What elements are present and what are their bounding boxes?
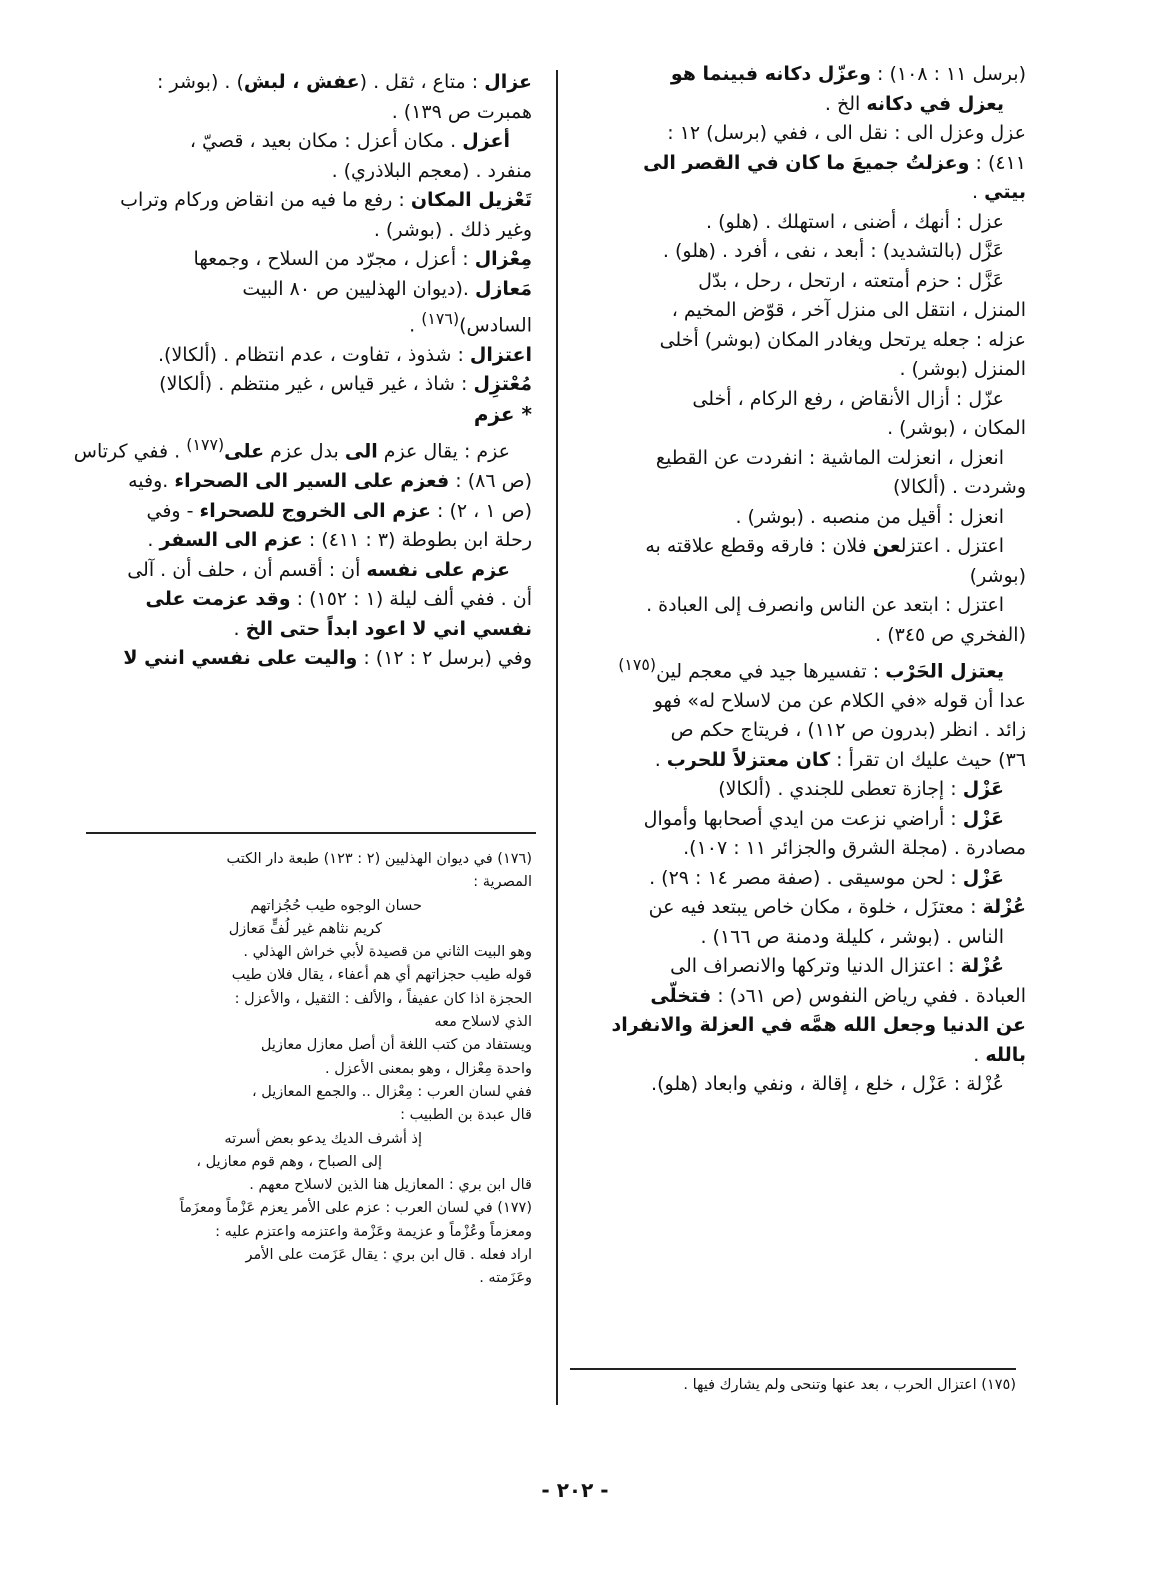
footnote-line: الذي لاسلاح معه [434, 1014, 532, 1031]
text-line: همبرت ص ١٣٩) . [391, 100, 532, 123]
footnote-line: وهو البيت الثاني من قصيدة لأبي خراش الهذلي . [243, 944, 532, 961]
footnote-line: ففي لسان العرب : مِعْزال .. والجمع المعازيل ، [251, 1083, 532, 1100]
text-line: عُزْلة : اعتزال الدنيا وتركها والانصراف الى [670, 955, 1004, 978]
text-line: أعزل . مكان أعزل : مكان بعيد ، قصيّ ، [189, 130, 510, 152]
text-line: (الفخري ص ٣٤٥) . [875, 623, 1026, 646]
text-line: ٤١١) : وعزلتُ جميعَ ما كان في القصر الى [643, 151, 1026, 174]
footnote-line: حسان الوجوه طيب حُجُزاتهم [250, 897, 422, 914]
text-line: مُعْتزِل : شاذ ، غير قياس ، غير منتظم . (ألكالا) [159, 373, 532, 396]
text-line: عُزْلة : معتزَل ، خلوة ، مكان خاص يبتعد فيه عن [648, 896, 1026, 919]
footnote-rule-right [570, 1368, 1016, 1370]
footnote-line: إذ أشرف الديك يدعو بعض أسرته [224, 1130, 422, 1147]
footnote-line: (١٧٥) اعتزال الحرب ، بعد عنها وتنحى ولم يشارك فيها . [683, 1377, 1016, 1393]
text-line: عَزْل : لحن موسيقى . (صفة مصر ١٤ : ٢٩) . [649, 866, 1004, 889]
footnote-line: (١٧٦) في ديوان الهذليين (٢ : ١٢٣) طبعة دار الكتب [226, 851, 532, 867]
footnote-line: المصرية : [473, 874, 532, 891]
footnote-line: كريم نثاهم غير لُفٍّ مَعازل [228, 920, 382, 937]
text-line: ٣٦) حيث عليك ان تقرأ : كان معتزلاً للحرب . [654, 748, 1026, 771]
text-line: عزل : أنهك ، أضنى ، استهلك . (هلو) . [706, 210, 1004, 233]
footnotes-right [580, 1374, 1016, 1397]
footnotes-left [92, 848, 532, 1291]
text-line: المنزل (بوشر) . [899, 358, 1026, 380]
text-line: تَعْزيل المكان : رفع ما فيه من انقاض وركام وتراب [120, 189, 532, 211]
text-line: عزال : متاع ، ثقل . (عفش ، لبش) . (بوشر : [157, 71, 532, 93]
text-line: مِعْزال : أعزل ، مجرّد من السلاح ، وجمعها [193, 248, 532, 270]
text-line: اعتزل : ابتعد عن الناس وانصرف إلى العبادة . [646, 594, 1004, 616]
text-line: رحلة ابن بطوطة (٣ : ٤١١) : عزم الى السفر . [147, 529, 532, 552]
text-line: * عزم [473, 401, 532, 426]
text-line: مصادرة . (مجلة الشرق والجزائر ١١ : ١٠٧). [683, 837, 1026, 860]
text-line: وشردت . (ألكالا) [892, 476, 1026, 498]
text-line: (بوشر) [969, 564, 1026, 587]
text-line: اعتزل . اعتزلعن فلان : فارقه وقطع علاقته به [645, 535, 1004, 557]
text-line: يعزل في دكانه الخ . [824, 92, 1004, 115]
text-line: مَعازل .(ديوان الهذليين ص ٨٠ البيت [242, 277, 532, 300]
text-line: عزم على نفسه أن : أقسم أن ، حلف أن . آلى [127, 558, 510, 581]
text-line: أن . ففي ألف ليلة (١ : ١٥٢) : وقد عزمت على [145, 588, 532, 611]
text-line: عَزْل : أراضي نزعت من ايدي أصحابها وأموال [643, 807, 1004, 830]
text-line: عدا أن قوله «في الكلام عن من لاسلاح له» فهو [653, 689, 1026, 712]
text-line: وغير ذلك . (بوشر) . [373, 218, 532, 241]
footnote-line: واحدة مِعْزال ، وهو بمعنى الأعزل . [325, 1060, 532, 1077]
text-line: عزله : جعله يرتحل ويغادر المكان (بوشر) أخلى [659, 328, 1026, 351]
text-line: السادس)$^{(١٧٦)}$ . [409, 309, 532, 337]
footnote-line: إلى الصباح ، وهم قوم معازيل ، [196, 1153, 382, 1170]
footnote-line: الحجزة اذا كان عفيفاً ، والألف : الثقيل ، والأعزل : [234, 990, 532, 1007]
footnote-line: قال ابن بري : المعازيل هنا الذين لاسلاح معهم . [249, 1177, 532, 1194]
text-line: انعزل ، انعزلت الماشية : انفردت عن القطيع [655, 446, 1004, 469]
text-line: انعزل : أقيل من منصبه . (بوشر) . [735, 505, 1004, 528]
text-line: نفسي اني لا اعود ابداً حتى الخ . [233, 617, 532, 640]
column-divider [556, 70, 558, 1405]
text-line: اعتزال : شذوذ ، تفاوت ، عدم انتظام . (ألكالا). [158, 343, 532, 366]
footnote-line: قال عبدة بن الطبيب : [400, 1107, 532, 1124]
right-column [578, 60, 1026, 1100]
footnote-line: اراد فعله . قال ابن بري : يقال عَزَمت على الأمر [245, 1247, 532, 1264]
text-line: عزّل : أزال الأنقاض ، رفع الركام ، أخلى [692, 387, 1004, 410]
text-line: الناس . (بوشر ، كليلة ودمنة ص ١٦٦) . [700, 925, 1004, 948]
footnote-line: وعَزَمته . [479, 1270, 532, 1287]
text-line: (برسل ١١ : ١٠٨) : وعزّل دكانه فبينما هو [670, 63, 1026, 85]
text-line: بيتي . [972, 181, 1026, 203]
text-line: عن الدنيا وجعل الله همَّه في العزلة والانفراد [611, 1014, 1026, 1037]
text-line: عزم : يقال عزم الى بدل عزم على$^{(١٧٧)}$ . ففي كرتاس [73, 435, 510, 463]
text-line: المكان ، (بوشر) . [887, 417, 1026, 439]
text-line: عزل وعزل الى : نقل الى ، ففي (برسل) ١٢ : [667, 122, 1026, 144]
text-line: (ص ١ ، ٢) : عزم الى الخروج للصحراء - وفي [146, 499, 532, 522]
footnote-line: قوله طيب حجزاتهم أي هم أعفاء ، يقال فلان طيب [231, 967, 532, 984]
footnote-rule-left [86, 832, 536, 834]
text-line: يعتزل الحَرْب : تفسيرها جيد في معجم لين$^{(١٧٥)}$ [618, 655, 1004, 683]
text-line: وفي (برسل ٢ : ١٢) : واليت على نفسي انني لا [123, 647, 532, 670]
footnote-line: (١٧٧) في لسان العرب : عزم على الأمر يعزم عَزْماً ومعزَماً [179, 1200, 532, 1217]
text-line: زائد . انظر (بدرون ص ١١٢) ، فريتاج حكم ص [670, 719, 1026, 742]
left-column [73, 68, 532, 674]
text-line: العبادة . ففي رياض النفوس (ص ٦١د) : فتخلّى [650, 984, 1026, 1007]
text-line: عُزْلة : عَزْل ، خلع ، إقالة ، ونفي وابعاد (هلو). [651, 1073, 1004, 1096]
page-number: - ٢٠٢ - [541, 1478, 609, 1502]
text-line: (ص ٨٦) : فعزم على السير الى الصحراء .وفيه [128, 470, 532, 493]
text-line: عَزَّل : حزم أمتعته ، ارتحل ، رحل ، بدّل [698, 269, 1004, 292]
text-line: عَزَّل (بالتشديد) : أبعد ، نفى ، أفرد . (هلو) . [662, 240, 1004, 262]
text-line: عَزْل : إجازة تعطى للجندي . (ألكالا) [718, 778, 1004, 801]
text-line: منفرد . (معجم البلاذري) . [331, 159, 532, 182]
footnote-line: ويستفاد من كتب اللغة أن أصل معازل معازيل [260, 1037, 532, 1054]
text-line: بالله . [973, 1043, 1026, 1066]
footnote-line: ومعزماً وعُزْماً و عزيمة وعَزْمة واعتزمه واعتزم عليه : [215, 1223, 532, 1240]
text-line: المنزل ، انتقل الى منزل آخر ، قوّض المخيم ، [671, 299, 1026, 321]
